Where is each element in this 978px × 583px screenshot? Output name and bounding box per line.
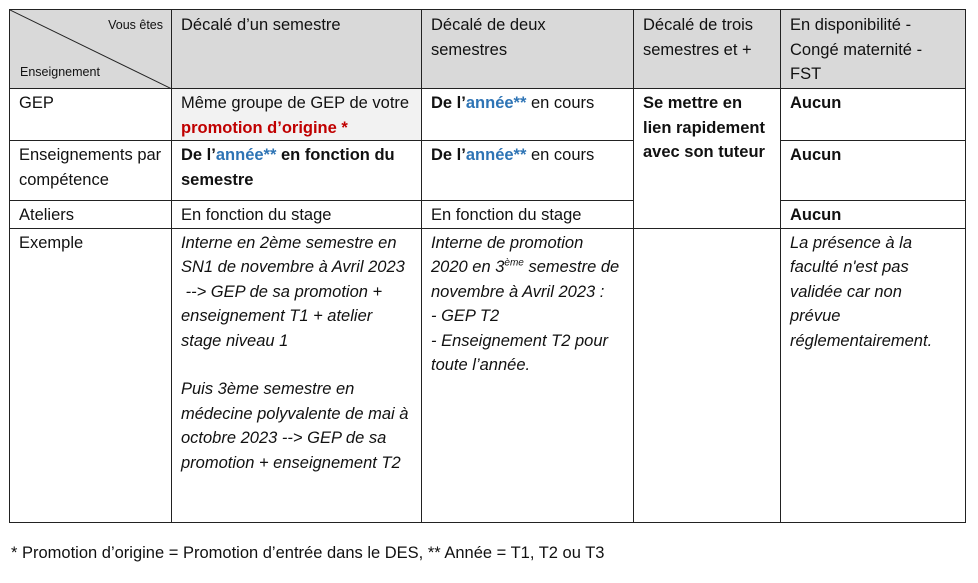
row-ateliers	[10, 201, 966, 229]
header-row	[10, 10, 966, 89]
header-col1: Décalé d’un semestre	[172, 10, 422, 89]
cell-competence-c1: De l’année** en fonction du semestre	[172, 141, 422, 201]
row-label-gep: GEP	[10, 89, 172, 141]
cell-exemple-c4: La présence à la faculté n'est pas validée car non prévue réglementairement.	[781, 228, 966, 522]
rules-table	[9, 9, 966, 523]
row-gep	[10, 89, 966, 141]
footnote: * Promotion d’origine = Promotion d’entrée dans le DES, ** Année = T1, T2 ou T3	[11, 544, 605, 562]
cell-competence-c4: Aucun	[781, 141, 966, 201]
row-competence	[10, 141, 966, 201]
row-label-competence: Enseignements par compétence	[10, 141, 172, 201]
corner-cell	[10, 10, 172, 89]
header-col3: Décalé de trois semestres et +	[634, 10, 781, 89]
cell-ateliers-c1: En fonction du stage	[172, 201, 422, 229]
cell-exemple-c2: Interne de promotion 2020 en 3ème semestre de novembre à Avril 2023 : - GEP T2 - Enseignement T2 pour toute l’année.	[422, 228, 634, 522]
cell-competence-c2: De l’année** en cours	[422, 141, 634, 201]
cell-ateliers-c4: Aucun	[781, 201, 966, 229]
cell-gep-c4: Aucun	[781, 89, 966, 141]
corner-bottom-label: Enseignement	[20, 64, 100, 79]
cell-exemple-c1: Interne en 2ème semestre en SN1 de novembre à Avril 2023 --> GEP de sa promotion + enseignement T1 + atelier stage niveau 1 Puis 3ème semestre en médecine polyvalente de mai à octobre 2023 --> GEP de sa promotion + enseignement T2	[172, 228, 422, 522]
header-col4: En disponibilité - Congé maternité - FST	[781, 10, 966, 89]
promotion-origine-highlight: promotion d’origine *	[181, 118, 348, 137]
cell-exemple-c3	[634, 228, 781, 522]
row-label-ateliers: Ateliers	[10, 201, 172, 229]
row-exemple	[10, 228, 966, 522]
cell-gep-c2: De l’année** en cours	[422, 89, 634, 141]
row-label-exemple: Exemple	[10, 228, 172, 522]
cell-ateliers-c2: En fonction du stage	[422, 201, 634, 229]
corner-top-label: Vous êtes	[108, 18, 163, 32]
header-col2: Décalé de deux semestres	[422, 10, 634, 89]
cell-c3-merged: Se mettre en lien rapidement avec son tuteur	[634, 89, 781, 229]
cell-gep-c1: Même groupe de GEP de votre promotion d’origine *	[172, 89, 422, 141]
